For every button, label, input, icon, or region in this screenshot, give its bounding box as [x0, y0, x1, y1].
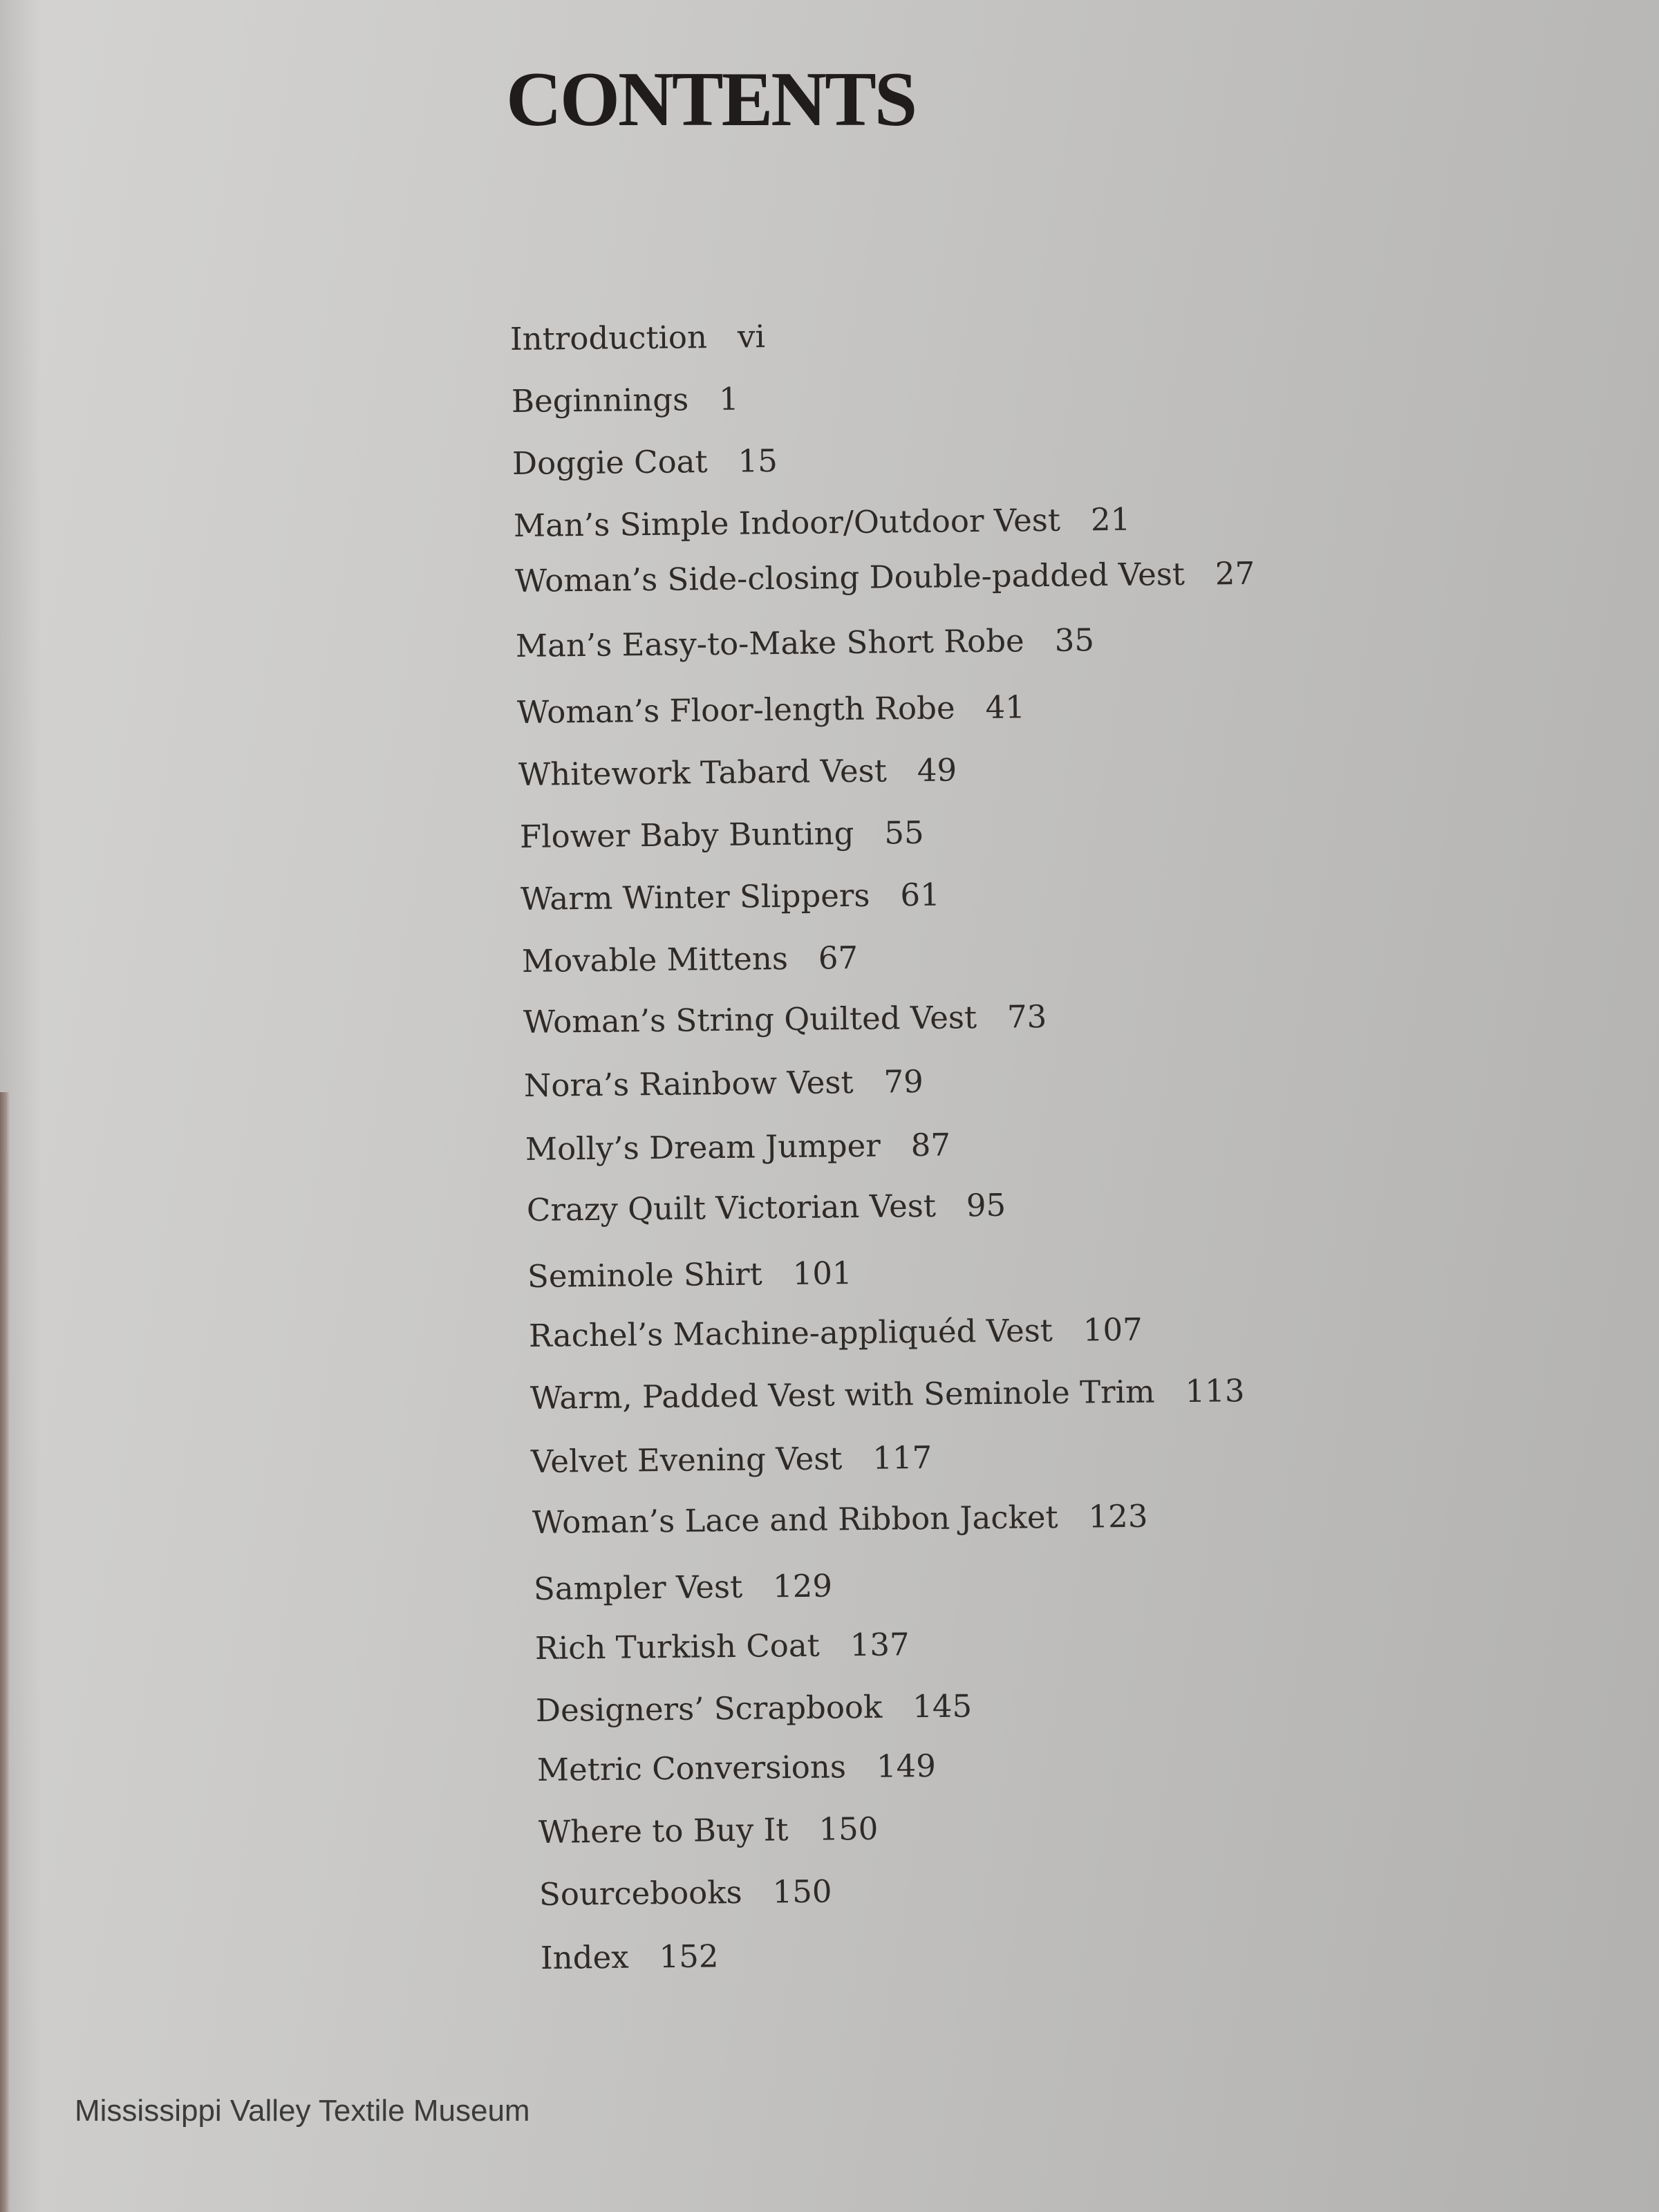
entry-title: Rachel’s Machine-appliquéd Vest	[528, 1312, 1053, 1354]
page-edge	[0, 1092, 10, 2212]
entry-title: Woman’s Floor-length Robe	[516, 689, 955, 731]
entry-page-number: 79	[883, 1062, 924, 1100]
entry-title: Movable Mittens	[521, 939, 789, 980]
toc-entry	[527, 1255, 853, 1295]
entry-title: Woman’s String Quilted Vest	[523, 999, 977, 1040]
entry-title: Woman’s Side-closing Double-padded Vest	[514, 555, 1185, 599]
entry-page-number: 73	[1006, 998, 1047, 1035]
entry-page-number: 61	[900, 876, 941, 914]
entry-page-number: 49	[917, 751, 957, 789]
entry-page-number: 1	[718, 380, 739, 418]
page-title: CONTENTS	[506, 57, 916, 142]
entry-page-number: 129	[772, 1567, 833, 1605]
entry-page-number: 27	[1215, 554, 1255, 592]
entry-page-number: 123	[1088, 1497, 1148, 1535]
entry-page-number: 35	[1054, 621, 1095, 659]
entry-title: Nora’s Rainbow Vest	[524, 1064, 854, 1104]
entry-title: Doggie Coat	[512, 443, 709, 482]
entry-page-number: 113	[1185, 1372, 1245, 1410]
entry-title: Warm Winter Slippers	[520, 877, 870, 917]
toc-entry	[529, 1372, 1245, 1416]
museum-watermark: Mississippi Valley Textile Museum	[75, 2094, 530, 2128]
toc-entry	[524, 1062, 924, 1104]
toc-entry	[513, 500, 1131, 544]
entry-page-number: 41	[985, 688, 1026, 726]
toc-entry	[521, 939, 859, 980]
toc-entry	[511, 380, 739, 420]
toc-entry	[534, 1626, 910, 1667]
toc-entry	[516, 688, 1026, 731]
entry-title: Introduction	[509, 319, 708, 357]
entry-page-number: 137	[849, 1626, 910, 1664]
toc-entry	[526, 1186, 1006, 1228]
entry-page-number: 117	[872, 1438, 932, 1477]
entry-page-number: 87	[910, 1126, 951, 1164]
entry-page-number: 150	[772, 1873, 833, 1911]
entry-page-number: 95	[966, 1186, 1006, 1224]
toc-entry	[532, 1497, 1148, 1541]
toc-entry	[516, 621, 1095, 664]
entry-title: Metric Conversions	[536, 1748, 847, 1788]
toc-entry	[523, 998, 1047, 1040]
entry-title: Velvet Evening Vest	[531, 1440, 843, 1480]
entry-title: Molly’s Dream Jumper	[525, 1127, 881, 1168]
toc-entry	[525, 1126, 951, 1168]
entry-page-number: 150	[818, 1810, 879, 1848]
entry-title: Sourcebooks	[539, 1873, 743, 1913]
entry-title: Woman’s Lace and Ribbon Jacket	[532, 1499, 1058, 1541]
entry-page-number: 152	[659, 1938, 719, 1976]
toc-entry	[541, 1940, 719, 1974]
entry-title: Man’s Easy-to-Make Short Robe	[516, 622, 1025, 664]
entry-page-number: 15	[738, 442, 778, 480]
toc-entry	[531, 1438, 932, 1480]
toc-entry	[509, 318, 766, 357]
entry-page-number: 149	[876, 1747, 937, 1785]
entry-title: Rich Turkish Coat	[534, 1627, 820, 1667]
toc-entry	[536, 1747, 937, 1788]
toc-entry	[533, 1567, 833, 1607]
entry-title: Where to Buy It	[538, 1811, 789, 1850]
entry-title: Whitework Tabard Vest	[518, 752, 887, 793]
entry-page-number: 145	[912, 1687, 973, 1725]
entry-title: Seminole Shirt	[527, 1255, 763, 1295]
toc-entry	[514, 554, 1255, 599]
entry-page-number: 55	[883, 814, 924, 852]
entry-title: Designers’ Scrapbook	[535, 1688, 883, 1729]
entry-page-number: 107	[1082, 1311, 1143, 1349]
toc-entry	[539, 1873, 833, 1913]
entry-page-number: 67	[818, 939, 859, 977]
toc-entry	[512, 442, 778, 482]
entry-page-number: 101	[792, 1255, 853, 1292]
entry-title: Index	[540, 1938, 629, 1976]
entry-title: Flower Baby Bunting	[519, 814, 854, 855]
entry-title: Warm, Padded Vest with Seminole Trim	[529, 1373, 1155, 1416]
entry-title: Crazy Quilt Victorian Vest	[526, 1187, 936, 1228]
entry-title: Man’s Simple Indoor/Outdoor Vest	[513, 501, 1061, 544]
entry-page-number: 21	[1090, 500, 1131, 538]
entry-page-number: vi	[737, 318, 766, 355]
toc-entry	[535, 1687, 973, 1729]
toc-entry	[538, 1810, 879, 1850]
toc-entry	[528, 1311, 1143, 1354]
entry-title: Sampler Vest	[533, 1568, 743, 1607]
toc-entry	[518, 751, 957, 793]
toc-entry	[520, 876, 941, 917]
toc-entry	[519, 814, 924, 855]
entry-title: Beginnings	[511, 381, 689, 420]
